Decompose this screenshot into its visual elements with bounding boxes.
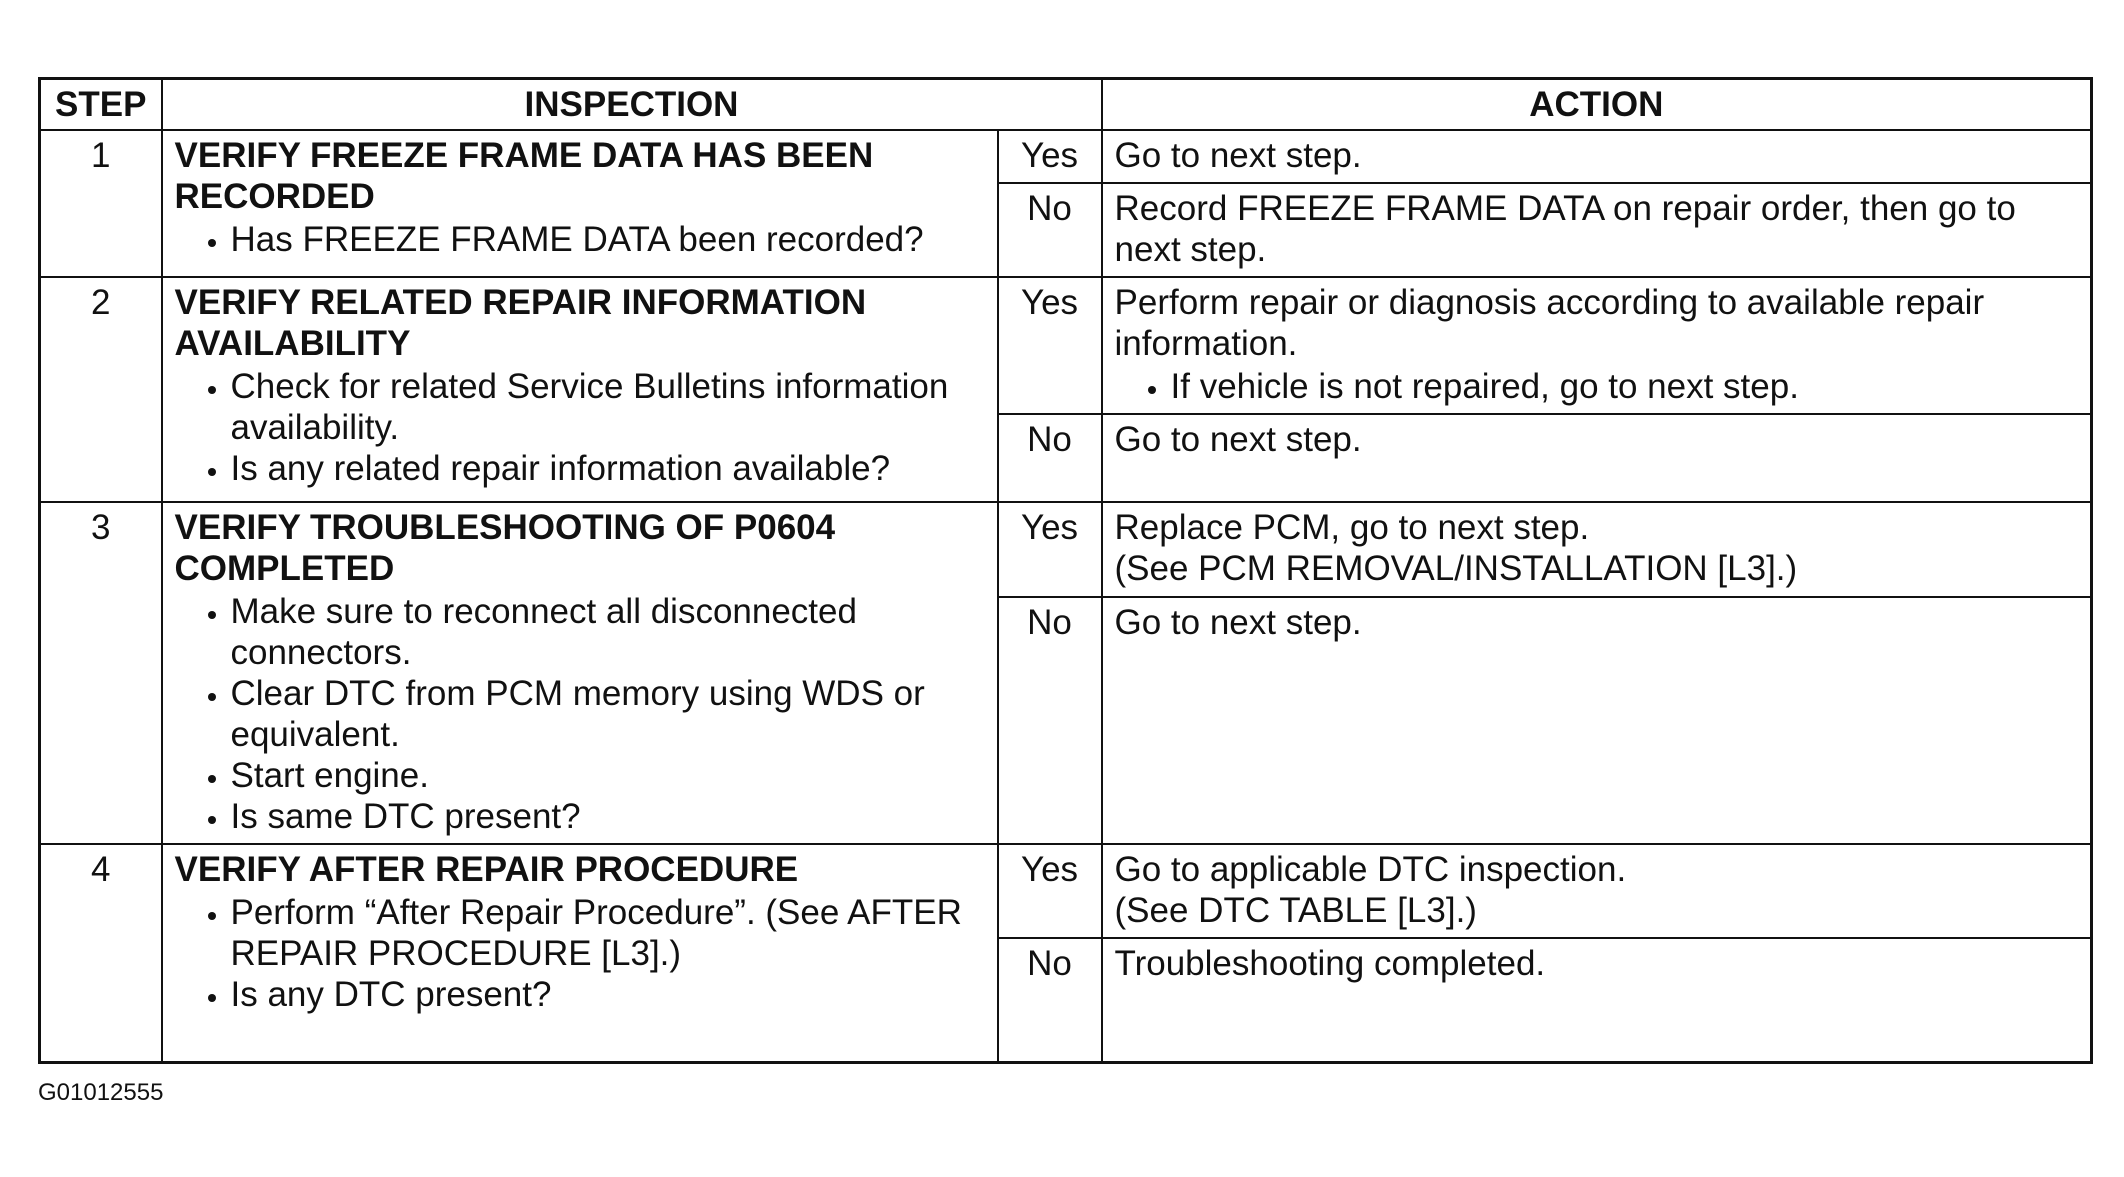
no-label: No [998, 938, 1102, 1062]
inspection-bullet-list [175, 892, 987, 1015]
yes-action-text: Go to applicable DTC inspection. [1114, 850, 1627, 889]
yes-action-text: Replace PCM, go to next step. [1114, 508, 1590, 547]
inspection-bullet: • Perform “After Repair Procedure”. (See AFTER REPAIR PROCEDURE [L3].) [231, 892, 987, 974]
header-step: STEP [40, 79, 162, 131]
inspection-title: VERIFY FREEZE FRAME DATA HAS BEEN RECORDED [174, 136, 874, 216]
yes-action-text: (See PCM REMOVAL/INSTALLATION [L3].) [1114, 549, 1798, 588]
inspection-bullet: • Has FREEZE FRAME DATA been recorded? [231, 219, 987, 260]
header-action: ACTION [1102, 79, 2092, 131]
table-body [40, 130, 2092, 1062]
no-label: No [998, 183, 1102, 277]
inspection-bullet: • Check for related Service Bulletins information availability. [231, 366, 987, 448]
inspection-bullet-list [175, 366, 987, 489]
diagnostic-procedure-table [38, 77, 2093, 1064]
no-action-text: Record FREEZE FRAME DATA on repair order, then go to next step. [1114, 189, 2016, 269]
yes-action [1102, 502, 2092, 597]
inspection-bullet: • Clear DTC from PCM memory using WDS or equivalent. [231, 673, 987, 755]
no-action-text: Go to next step. [1114, 603, 1362, 643]
inspection-bullet: • Is any related repair information available? [231, 448, 987, 489]
inspection-bullet: • Make sure to reconnect all disconnected connectors. [231, 591, 987, 673]
table-header-row [40, 79, 2092, 131]
no-action [1102, 183, 2092, 277]
step-number: 3 [40, 502, 162, 844]
no-action [1102, 414, 2092, 502]
inspection-cell [162, 277, 998, 502]
step-number: 1 [40, 130, 162, 277]
yes-label: Yes [998, 502, 1102, 597]
yes-label: Yes [998, 130, 1102, 183]
yes-action [1102, 844, 2092, 938]
inspection-title: VERIFY RELATED REPAIR INFORMATION AVAILABILITY [174, 283, 867, 363]
inspection-cell [162, 502, 998, 844]
table-row [40, 502, 2092, 597]
yes-action [1102, 277, 2092, 414]
yes-label: Yes [998, 277, 1102, 414]
header-inspection: INSPECTION [162, 79, 1102, 131]
step-number: 4 [40, 844, 162, 1062]
inspection-cell [162, 844, 998, 1062]
no-action [1102, 597, 2092, 844]
no-action-text: Troubleshooting completed. [1114, 944, 1546, 983]
figure-id: G01012555 [38, 1079, 164, 1106]
yes-action [1102, 130, 2092, 183]
yes-action-text: Go to next step. [1114, 136, 1362, 175]
inspection-title: VERIFY AFTER REPAIR PROCEDURE [174, 850, 799, 889]
inspection-bullet: • Is any DTC present? [231, 974, 987, 1015]
table-row [40, 844, 2092, 938]
yes-action-text: (See DTC TABLE [L3].) [1114, 891, 1477, 930]
inspection-bullet: • Start engine. [231, 755, 987, 796]
inspection-bullet-list [175, 219, 987, 260]
yes-action-bullet: • If vehicle is not repaired, go to next step. [1171, 366, 2079, 407]
inspection-bullet: • Is same DTC present? [231, 796, 987, 837]
inspection-cell [162, 130, 998, 277]
yes-label: Yes [998, 844, 1102, 938]
yes-action-bullet-list [1115, 366, 2079, 407]
inspection-bullet-list [175, 591, 987, 837]
no-label: No [998, 414, 1102, 502]
no-action-text: Go to next step. [1114, 420, 1362, 459]
yes-action-text: Perform repair or diagnosis according to available repair information. [1114, 283, 1985, 363]
table-row [40, 130, 2092, 183]
no-label: No [998, 597, 1102, 844]
no-action [1102, 938, 2092, 1062]
inspection-title: VERIFY TROUBLESHOOTING OF P0604 COMPLETED [174, 508, 836, 588]
step-number: 2 [40, 277, 162, 502]
table-row [40, 277, 2092, 414]
